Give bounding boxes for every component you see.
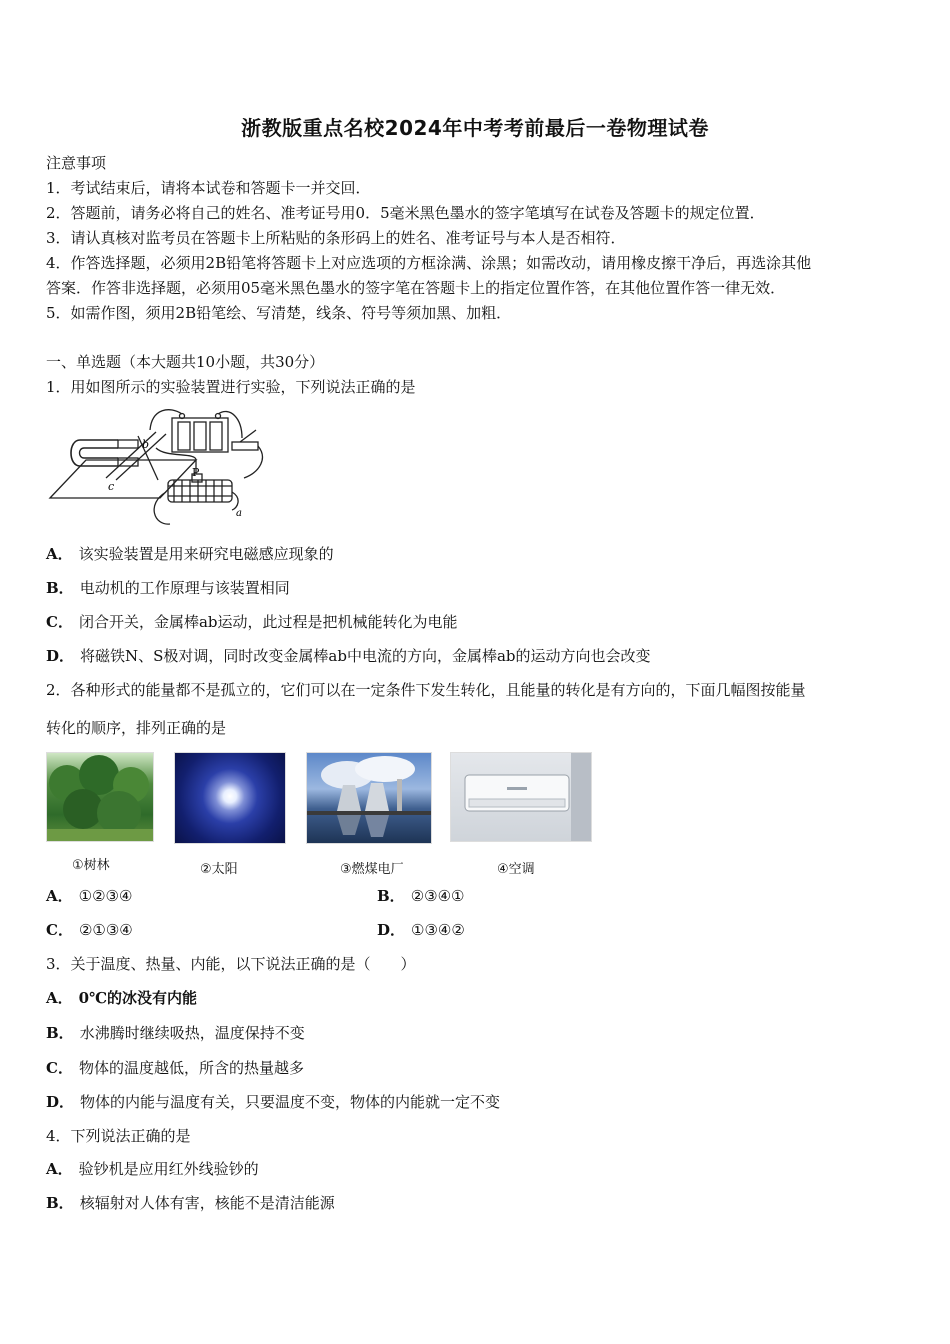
q1-option-a[interactable]: A． 该实验装置是用来研究电磁感应现象的	[46, 545, 334, 563]
q3-option-b[interactable]: B． 水沸腾时继续吸热，温度保持不变	[46, 1024, 305, 1042]
q2-option-b[interactable]: B． ②③④①	[377, 887, 465, 905]
notice-item-3: 3．请认真核对监考员在答题卡上所粘贴的条形码上的姓名、准考证号与本人是否相符．	[46, 229, 626, 247]
notice-item-4: 4．作答选择题，必须用2B铅笔将答题卡上对应选项的方框涂满、涂黑；如需改动，请用橡皮擦干净后，再选涂其他	[46, 254, 812, 272]
notice-item-5: 5．如需作图，须用2B铅笔绘、写清楚，线条、符号等须加黑、加粗．	[46, 304, 512, 322]
page-title: 浙教版重点名校2024年中考考前最后一卷物理试卷	[241, 116, 709, 140]
q3-stem: 3．关于温度、热量、内能，以下说法正确的是（ ）	[46, 955, 416, 973]
fig-label-p: P	[192, 466, 200, 479]
notice-item-1: 1．考试结束后，请将本试卷和答题卡一并交回．	[46, 179, 371, 197]
notice-heading: 注意事项	[46, 154, 107, 172]
forest-image	[46, 752, 154, 842]
notice-item-4-cont: 答案．作答非选择题，必须用05毫米黑色墨水的签字笔在答题卡上的指定位置作答，在其他位置作答一律无效．	[46, 279, 786, 297]
q1-option-b[interactable]: B． 电动机的工作原理与该装置相同	[46, 579, 290, 597]
q1-option-c[interactable]: C． 闭合开关，金属棒ab运动，此过程是把机械能转化为电能	[46, 613, 458, 631]
section-heading: 一、单选题（本大题共10小题，共30分）	[46, 353, 325, 371]
q4-stem: 4．下列说法正确的是	[46, 1127, 191, 1145]
fig-label-c: c	[108, 480, 115, 493]
q2-stem-line2: 转化的顺序，排列正确的是	[46, 719, 227, 737]
q2-option-c[interactable]: C． ②①③④	[46, 921, 133, 939]
caption-forest: ①树林	[72, 858, 110, 873]
caption-air-conditioner: ④空调	[497, 862, 535, 877]
q4-option-b[interactable]: B． 核辐射对人体有害，核能不是清洁能源	[46, 1194, 335, 1212]
q3-option-a[interactable]: A． 0℃的冰没有内能	[46, 989, 198, 1007]
q2-stem-line1: 2．各种形式的能量都不是孤立的，它们可以在一定条件下发生转化，且能量的转化是有方向的，下面几幅图按能量	[46, 681, 806, 699]
q2-option-a[interactable]: A． ①②③④	[46, 887, 133, 905]
power-plant-image	[306, 752, 432, 844]
notice-item-2: 2．答题前，请务必将自己的姓名、准考证号用0．5毫米黑色墨水的签字笔填写在试卷及答题卡的规定位置．	[46, 204, 765, 222]
air-conditioner-image	[450, 752, 592, 842]
q1-option-d[interactable]: D． 将磁铁N、S极对调，同时改变金属棒ab中电流的方向，金属棒ab的运动方向也会改变	[46, 647, 651, 665]
caption-sun: ②太阳	[200, 862, 238, 877]
q3-option-c[interactable]: C． 物体的温度越低，所含的热量越多	[46, 1059, 304, 1077]
fig-label-a: a	[236, 508, 242, 519]
q3-option-d[interactable]: D． 物体的内能与温度有关，只要温度不变，物体的内能就一定不变	[46, 1093, 501, 1111]
sun-image	[174, 752, 286, 844]
q2-option-d[interactable]: D． ①③④②	[377, 921, 465, 939]
fig-label-b: b	[142, 438, 150, 451]
caption-power-plant: ③燃煤电厂	[340, 862, 404, 877]
q1-stem: 1．用如图所示的实验装置进行实验，下列说法正确的是	[46, 378, 416, 396]
q4-option-a[interactable]: A． 验钞机是应用红外线验钞的	[46, 1160, 259, 1178]
q1-apparatus-figure	[46, 408, 268, 530]
